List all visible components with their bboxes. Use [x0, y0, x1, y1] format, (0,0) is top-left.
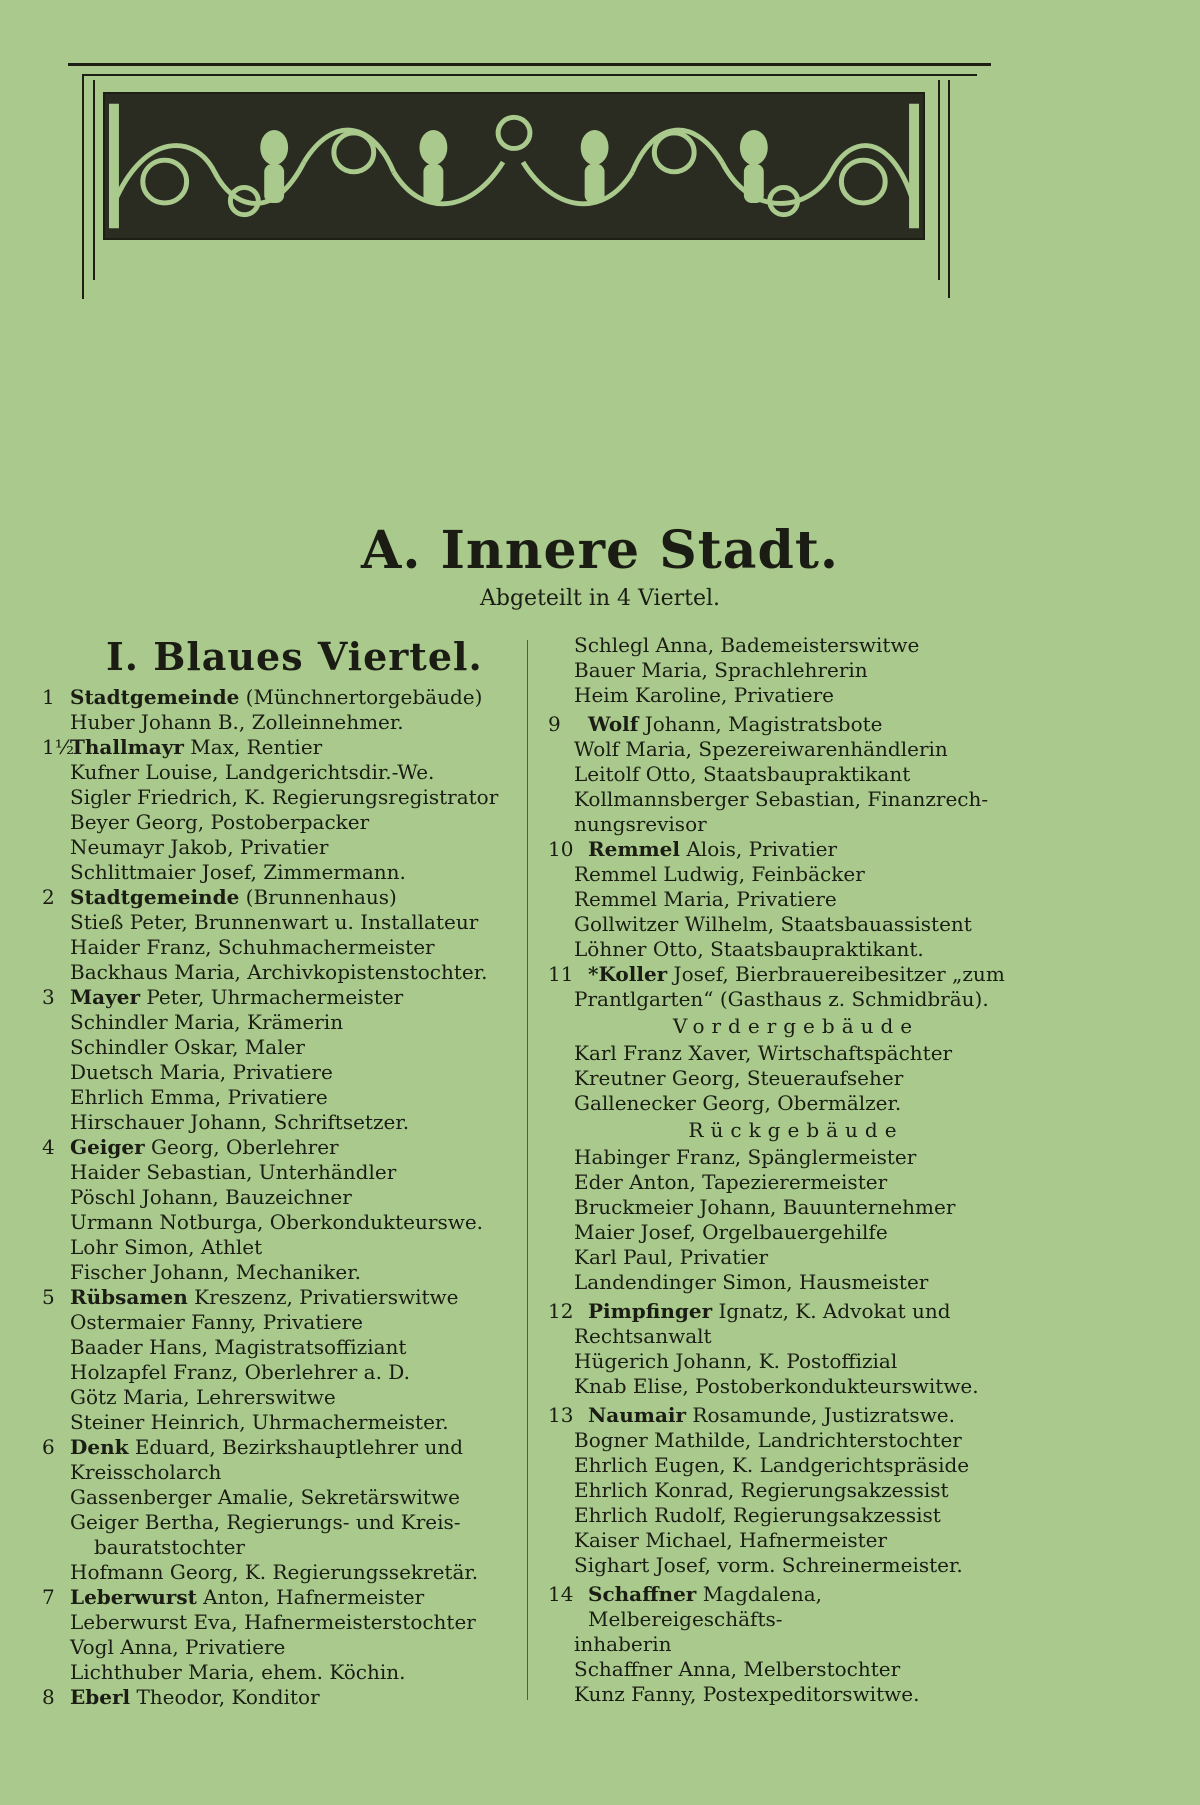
page-subtitle: Abgeteilt in 4 Viertel.	[480, 586, 720, 611]
subheading-rueckgebaeude: Rückgebäude	[688, 1118, 904, 1142]
list-item: 11 *Koller Josef, Bierbrauereibesitzer „zum Prantlgarten“ (Gasthaus z. Schmidbräu). Vordergebäude Karl Franz Xaver, Wirtschaftspächter Kreutner Georg, Steueraufseher Gallenecker Georg, Obermälzer. Rückgebäude Habinger Franz, Spänglermeister Eder Anton, Tapezierermeister Bruckmeier Johann, Bauunternehmer Maier Josef, Orgelbauergehilfe Karl Paul, Privatier Landendinger Simon, Hausmeister	[548, 962, 1018, 1295]
list-item: 4 Geiger Georg, Oberlehrer Haider Sebastian, Unterhändler Pöschl Johann, Bauzeichner Urmann Notburga, Oberkondukteurswe. Lohr Simon, Athlet Fischer Johann, Mechaniker.	[42, 1135, 484, 1284]
column-divider	[527, 640, 528, 1700]
list-item: 1½ Thallmayr Max, Rentier Kufner Louise, Landgerichtsdir.-We. Sigler Friedrich, K. Regierungsregistrator Beyer Georg, Postoberpacker Neumayr Jakob, Privatier Schlittmaier Josef, Zimmermann.	[42, 735, 499, 884]
list-item: 7 Leberwurst Anton, Hafnermeister Leberwurst Eva, Hafnermeisterstochter Vogl Anna, Privatiere Lichthuber Maria, ehem. Köchin.	[42, 1585, 476, 1684]
list-item: 2 Stadtgemeinde (Brunnenhaus) Stieß Peter, Brunnenwart u. Installateur Haider Franz, Schuhmachermeister Backhaus Maria, Archivkopistenstochter.	[42, 885, 488, 984]
list-item: 3 Mayer Peter, Uhrmachermeister Schindler Maria, Krämerin Schindler Oskar, Maler Duetsch Maria, Privatiere Ehrlich Emma, Privatiere Hirschauer Johann, Schriftsetzer.	[42, 985, 410, 1134]
list-item: 9 Wolf Johann, Magistratsbote Wolf Maria, Spezereiwarenhändlerin Leitolf Otto, Staatsbaupraktikant Kollmannsberger Sebastian, Finanzrech- nungsrevisor	[548, 712, 989, 836]
frame-left-inner-line	[93, 80, 95, 280]
list-item: Schlegl Anna, Bademeisterswitwe Bauer Maria, Sprachlehrerin Heim Karoline, Privatiere	[574, 633, 920, 707]
list-item: 8 Eberl Theodor, Konditor	[42, 1685, 320, 1709]
page-title: A. Innere Stadt.	[361, 520, 839, 581]
frame-right-line	[948, 80, 950, 298]
frame-left-line	[82, 74, 84, 299]
list-item: 1 Stadtgemeinde (Münchnertorgebäude) Huber Johann B., Zolleinnehmer.	[42, 685, 483, 734]
subheading-vordergebaeude: Vordergebäude	[672, 1014, 920, 1038]
right-column	[548, 633, 1018, 1707]
ornamental-header-icon	[103, 92, 925, 240]
list-item: 13 Naumair Rosamunde, Justizratswe. Bogner Mathilde, Landrichterstochter Ehrlich Eugen, K. Landgerichtspräside Ehrlich Konrad, Regierungsakzessist Ehrlich Rudolf, Regierungsakzessist Kaiser Michael, Hafnermeister Sighart Josef, vorm. Schreinermeister.	[548, 1403, 970, 1577]
list-item: 12 Pimpfinger Ignatz, K. Advokat und Rechtsanwalt Hügerich Johann, K. Postoffizial Knab Elise, Postoberkondukteurswitwe.	[548, 1299, 979, 1398]
left-column	[42, 635, 512, 1710]
frame-right-inner-line	[938, 80, 940, 280]
list-item: 10 Remmel Alois, Privatier Remmel Ludwig, Feinbäcker Remmel Maria, Privatiere Gollwitzer Wilhelm, Staatsbauassistent Löhner Otto, Staatsbaupraktikant.	[548, 837, 972, 961]
list-item: 6 Denk Eduard, Bezirkshauptlehrer und Kreisscholarch Gassenberger Amalie, Sekretärswitwe Geiger Bertha, Regierungs- und Kreis- bauratstochter Hofmann Georg, K. Regierungssekretär.	[42, 1435, 479, 1584]
frame-top-line	[68, 63, 991, 66]
section-title: I. Blaues Viertel.	[106, 634, 483, 679]
frame-top-inner-line	[82, 74, 977, 76]
list-item: 5 Rübsamen Kreszenz, Privatierswitwe Ostermaier Fanny, Privatiere Baader Hans, Magistratsoffiziant Holzapfel Franz, Oberlehrer a. D. Götz Maria, Lehrerswitwe Steiner Heinrich, Uhrmachermeister.	[42, 1285, 459, 1434]
list-item: 14 Schaffner Magdalena, Melbereigeschäfts- inhaberin Schaffner Anna, Melberstochter Kunz Fanny, Postexpeditorswitwe.	[548, 1582, 920, 1706]
